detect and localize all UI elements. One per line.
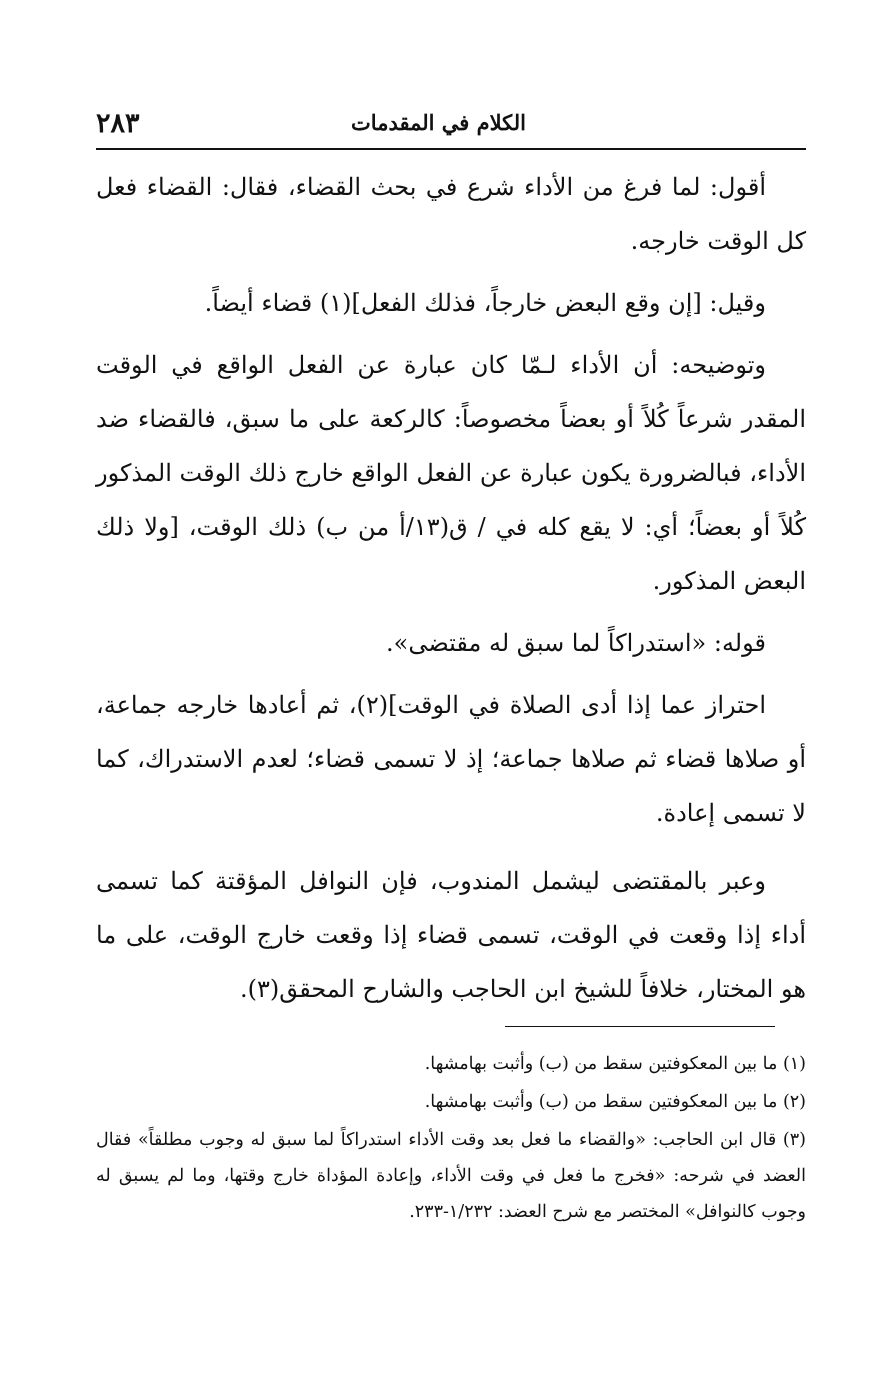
footnotes	[96, 1046, 806, 1232]
paragraph-2: وقيل: [إن وقع البعض خارجاً، فذلك الفعل](١) قضاء أيضاً.	[204, 289, 766, 317]
main-text	[96, 160, 806, 1024]
paragraph-3: وتوضيحه: أن الأداء لـمّا كان عبارة عن الفعل الواقع في الوقت المقدر شرعاً كُلاً أو بعضاً مخصوصاً: كالركعة على ما سبق، فالقضاء ضد الأداء، فبالضرورة يكون عبارة عن الفعل الواقع خارج ذلك الوقت المذكور كُلاً أو بعضاً؛ أي: لا يقع كله في / ق(١٣/أ من ب) ذلك الوقت، [ولا ذلك البعض المذكور.	[96, 351, 807, 595]
paragraph-4: قوله: «استدراكاً لما سبق له مقتضى».	[386, 629, 766, 657]
running-header	[96, 108, 806, 144]
footnote-2: (٢) ما بين المعكوفتين سقط من (ب) وأثبت بهامشها.	[424, 1092, 806, 1112]
footnote-1: (١) ما بين المعكوفتين سقط من (ب) وأثبت بهامشها.	[424, 1054, 806, 1074]
header-rule	[96, 148, 806, 150]
page-number: ٢٨٣	[96, 108, 140, 139]
paragraph-5: احتراز عما إذا أدى الصلاة في الوقت](٢)، ثم أعادها خارجه جماعة، أو صلاها قضاء ثم صلاها جماعة؛ إذ لا تسمى قضاء؛ لعدم الاستدراك، كما لا تسمى إعادة.	[96, 691, 806, 827]
footnote-3: (٣) قال ابن الحاجب: «والقضاء ما فعل بعد وقت الأداء استدراكاً لما سبق له وجوب مطلقاً» فقال العضد في شرحه: «فخرج ما فعل في وقت الأداء، وإعادة المؤداة خارج وقتها، وما لم يسبق له وجوب كالنوافل» المختصر مع شرح العضد: ١/٢٣٢-٢٣٣.	[96, 1130, 806, 1222]
chapter-title: الكلام في المقدمات	[351, 110, 526, 135]
paragraph-1: أقول: لما فرغ من الأداء شرع في بحث القضاء، فقال: القضاء فعل كل الوقت خارجه.	[96, 173, 806, 255]
paragraph-6: وعبر بالمقتضى ليشمل المندوب، فإن النوافل المؤقتة كما تسمى أداء إذا وقعت في الوقت، تسمى قضاء إذا وقعت خارج الوقت، على ما هو المختار، خلافاً للشيخ ابن الحاجب والشارح المحقق(٣).	[96, 867, 806, 1003]
footnote-separator	[505, 1026, 775, 1027]
